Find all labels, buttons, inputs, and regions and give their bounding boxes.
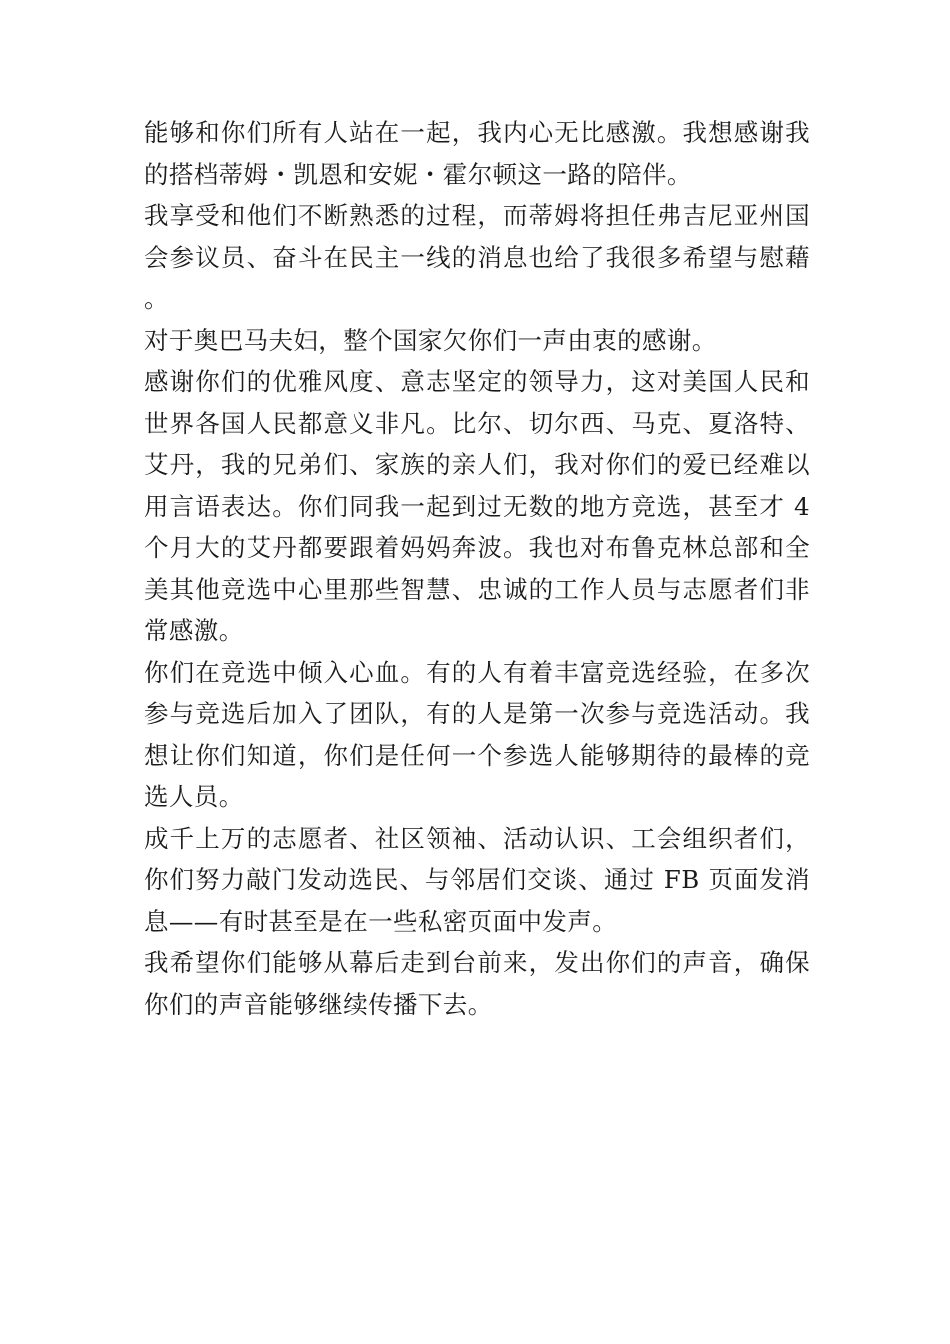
paragraph-3: 对于奥巴马夫妇，整个国家欠你们一声由衷的感谢。: [144, 325, 717, 355]
paragraph-5: 你们在竞选中倾入心血。有的人有着丰富竞选经验，在多次参与竞选后加入了团队，有的人是第一次参与竞选活动。我想让你们知道，你们是任何一个参选人能够期待的最棒的竞选人员。: [144, 657, 810, 811]
paragraph-1: 能够和你们所有人站在一起，我内心无比感激。我想感谢我的搭档蒂姆・凯恩和安妮・霍尔顿这一路的陪伴。: [144, 118, 810, 189]
body-text: [144, 112, 810, 1025]
paragraph-7: 我希望你们能够从幕后走到台前来，发出你们的声音，确保你们的声音能够继续传播下去。: [144, 948, 810, 1019]
paragraph-4: 感谢你们的优雅风度、意志坚定的领导力，这对美国人民和世界各国人民都意义非凡。比尔、切尔西、马克、夏洛特、艾丹，我的兄弟们、家族的亲人们，我对你们的爱已经难以用言语表达。你们同我一起到过无数的地方竞选，甚至才 4 个月大的艾丹都要跟着妈妈奔波。我也对布鲁克林总部和全美其他竞选中心里那些智慧、忠诚的工作人员与志愿者们非常感激。: [144, 367, 810, 645]
paragraph-2: 我享受和他们不断熟悉的过程，而蒂姆将担任弗吉尼亚州国会参议员、奋斗在民主一线的消息也给了我很多希望与慰藉。: [144, 201, 810, 313]
paragraph-6: 成千上万的志愿者、社区领袖、活动认识、工会组织者们，你们努力敲门发动选民、与邻居们交谈、通过 FB 页面发消息——有时甚至是在一些私密页面中发声。: [144, 823, 810, 936]
